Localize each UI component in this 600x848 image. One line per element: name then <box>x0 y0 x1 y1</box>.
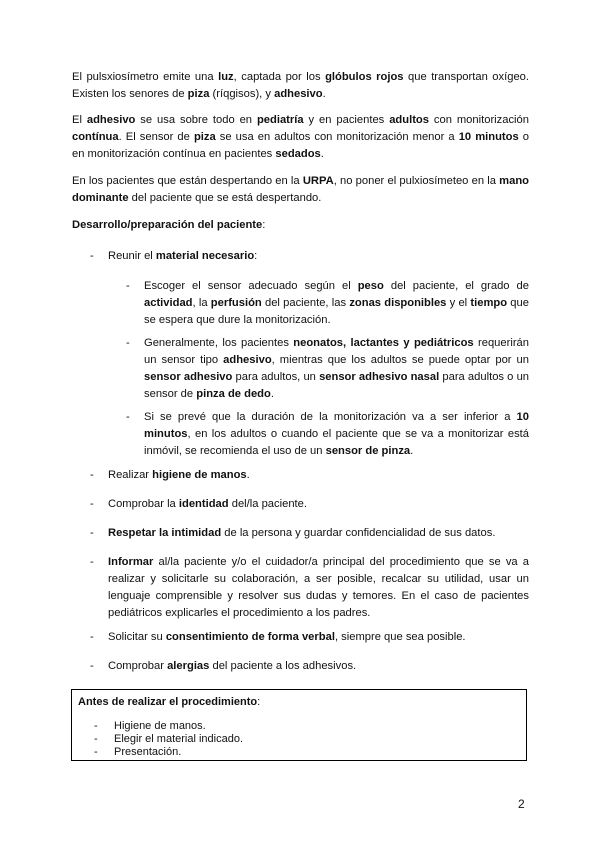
list-item-hygiene: - Realizar higiene de manos. <box>90 467 529 484</box>
box-list-item: - Higiene de manos. <box>94 720 206 732</box>
dash-bullet: - <box>94 733 98 745</box>
paragraph-sensor-usage: El adhesivo se usa sobre todo en pediatría y en pacientes adultos con monitorización contínua. El sensor de piza se usa en adultos con monitorización menor a 10 minutos o en monitorización contínua en pacientes sedados. <box>72 114 529 160</box>
dash-bullet: - <box>90 556 94 568</box>
list-item-privacy: - Respetar la intimidad de la persona y guardar confidencialidad de sus datos. <box>90 525 529 542</box>
page-number: 2 <box>518 797 525 811</box>
sub-list-item-duration: - Si se prevé que la duración de la monitorización va a ser inferior a 10 minutos, en los adultos o cuando el paciente que se va a monitorizar está inmóvil, se recomienda el uso de un sensor de pinza. <box>126 411 529 457</box>
dash-bullet: - <box>90 498 94 510</box>
list-item-consent: - Solicitar su consentimiento de forma verbal, siempre que sea posible. <box>90 629 529 646</box>
paragraph-urpa-warning: En los pacientes que están despertando en la URPA, no poner el pulxiosímeteo en la mano dominante del paciente que se está despertando. <box>72 175 529 204</box>
sub-list-item-patient-types: - Generalmente, los pacientes neonatos, lactantes y pediátricos requerirán un sensor tipo adhesivo, mientras que los adultos se puede optar por un sensor adhesivo para adultos, un sensor adhesivo nasal para adultos o un sensor de pinza de dedo. <box>126 337 530 400</box>
dash-bullet: - <box>90 631 94 643</box>
list-item-allergies: - Comprobar alergias del paciente a los adhesivos. <box>90 658 529 675</box>
box-list-item: - Elegir el material indicado. <box>94 733 244 745</box>
list-item-material: - Reunir el material necesario: <box>90 248 529 265</box>
dash-bullet: - <box>126 411 130 423</box>
paragraph-pulse-oximeter: El pulsxiosímetro emite una luz, captada por los glóbulos rojos que transportan oxígeo. Existen los senores de piza (ríqgisos), y adhesivo. <box>72 71 529 100</box>
box-title: Antes de realizar el procedimiento: <box>78 696 261 708</box>
box-list-item: - Presentación. <box>94 746 182 758</box>
dash-bullet: - <box>90 660 94 672</box>
box-checklist <box>94 720 243 759</box>
dash-bullet: - <box>126 337 130 349</box>
sub-list-item-sensor-choice: - Escoger el sensor adecuado según el peso del paciente, el grado de actividad, la perfusión del paciente, las zonas disponibles y el tiempo que se espera que dure la monitorización. <box>126 280 529 326</box>
dash-bullet: - <box>90 527 94 539</box>
dash-bullet: - <box>90 250 94 262</box>
list-item-inform: - Informar al/la paciente y/o el cuidador/a principal del procedimiento que se va a realizar y solicitarle su colaboración, a ser posible, recalcar su utilidad, usar un lenguaje comprensible y resolver sus dudas y temores. En el caso de pacientes pediátricos explicarles el procedimiento a los padres. <box>90 556 529 619</box>
dash-bullet: - <box>94 746 98 758</box>
dash-bullet: - <box>94 720 98 732</box>
list-item-identity: - Comprobar la identidad del/la paciente. <box>90 496 529 513</box>
section-heading: Desarrollo/preparación del paciente: <box>72 219 266 231</box>
dash-bullet: - <box>126 280 130 292</box>
dash-bullet: - <box>90 469 94 481</box>
pre-procedure-box <box>71 689 527 761</box>
